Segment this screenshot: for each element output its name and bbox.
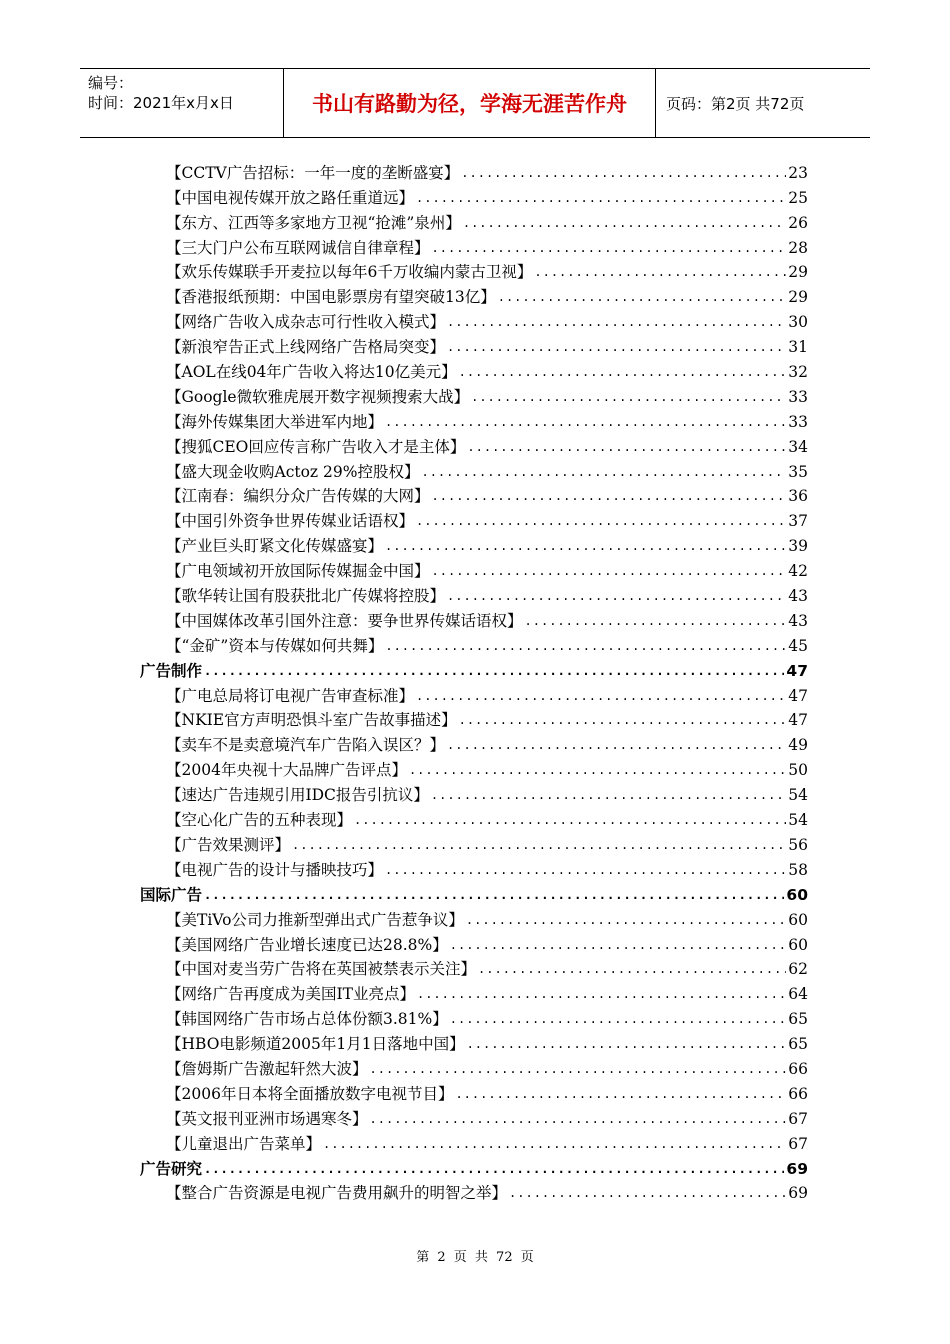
toc-leader-dots <box>385 414 786 432</box>
toc-section-entry[interactable] <box>140 880 808 905</box>
toc-entry-page: 54 <box>788 811 808 830</box>
toc-entry[interactable] <box>140 382 808 407</box>
toc-entry-title: 【英文报刊亚洲市场遇寒冬】 <box>166 1109 368 1128</box>
toc-entry-title: 【詹姆斯广告激起轩然大波】 <box>166 1059 368 1078</box>
toc-leader-dots <box>385 638 786 656</box>
toc-entry-page: 23 <box>788 163 808 182</box>
toc-section-entry[interactable] <box>140 656 808 681</box>
toc-entry-title: 【AOL在线04年广告收入将达10亿美元】 <box>166 363 457 382</box>
toc-entry-page: 34 <box>788 437 808 456</box>
toc-entry[interactable] <box>140 1129 808 1154</box>
toc-leader-dots <box>204 887 784 905</box>
toc-entry-page: 49 <box>788 736 808 755</box>
toc-entry[interactable] <box>140 258 808 283</box>
page-header <box>80 68 870 138</box>
toc-entry-title: 【美TiVo公司力推新型弹出式广告惹争议】 <box>166 910 464 929</box>
toc-entry-title: 【江南春：编织分众广告传媒的大网】 <box>166 487 430 506</box>
toc-entry[interactable] <box>140 1054 808 1079</box>
toc-entry-title: 【美国网络广告业增长速度已达28.8%】 <box>166 935 448 954</box>
toc-entry-page: 67 <box>788 1109 808 1128</box>
toc-leader-dots <box>421 464 786 482</box>
toc-leader-dots <box>466 912 786 930</box>
toc-leader-dots <box>478 961 786 979</box>
toc-entry[interactable] <box>140 1079 808 1104</box>
toc-entry-title: 【中国媒体改革引国外注意：要争世界传媒话语权】 <box>166 611 523 630</box>
toc-entry-page: 30 <box>788 313 808 332</box>
toc-entry-page: 33 <box>788 412 808 431</box>
table-of-contents <box>140 158 808 1203</box>
toc-entry-page: 67 <box>788 1134 808 1153</box>
toc-leader-dots <box>417 986 786 1004</box>
toc-leader-dots <box>450 937 787 955</box>
toc-entry-title: 【2004年央视十大品牌广告评点】 <box>166 761 407 780</box>
toc-entry-title: 【卖车不是卖意境汽车广告陷入误区？】 <box>166 736 446 755</box>
toc-entry-title: 【2006年日本将全面播放数字电视节目】 <box>166 1084 454 1103</box>
toc-entry[interactable] <box>140 805 808 830</box>
toc-entry-page: 60 <box>788 910 808 929</box>
toc-leader-dots <box>447 314 786 332</box>
toc-entry-title: 【歌华转让国有股获批北广传媒将控股】 <box>166 587 446 606</box>
toc-entry-title: 【盛大现金收购Actoz 29%控股权】 <box>166 462 420 481</box>
toc-leader-dots <box>461 165 786 183</box>
toc-entry[interactable] <box>140 1179 808 1204</box>
toc-entry-title: 【广电领域初开放国际传媒掘金中国】 <box>166 562 430 581</box>
toc-entry-title: 【儿童退出广告菜单】 <box>166 1134 322 1153</box>
toc-entry[interactable] <box>140 1004 808 1029</box>
toc-entry-page: 50 <box>788 761 808 780</box>
toc-entry-title: 【电视广告的设计与播映技巧】 <box>166 860 384 879</box>
toc-leader-dots <box>498 289 787 307</box>
toc-leader-dots <box>416 688 786 706</box>
toc-leader-dots <box>447 737 786 755</box>
toc-entry[interactable] <box>140 357 808 382</box>
toc-entry-page: 25 <box>788 188 808 207</box>
toc-entry-title: 广告研究 <box>140 1159 203 1178</box>
toc-leader-dots <box>385 862 786 880</box>
toc-entry-title: 【新浪窄告正式上线网络广告格局突变】 <box>166 338 446 357</box>
toc-entry-page: 35 <box>788 462 808 481</box>
toc-entry-title: 【中国对麦当劳广告将在英国被禁表示关注】 <box>166 960 477 979</box>
toc-entry-page: 26 <box>788 213 808 232</box>
toc-entry-page: 66 <box>788 1084 808 1103</box>
toc-entry-title: 【网络广告收入成杂志可行性收入模式】 <box>166 313 446 332</box>
header-meta <box>80 69 284 137</box>
toc-entry[interactable] <box>140 457 808 482</box>
toc-entry[interactable] <box>140 581 808 606</box>
toc-entry[interactable] <box>140 955 808 980</box>
toc-entry-page: 32 <box>788 363 808 382</box>
toc-entry[interactable] <box>140 531 808 556</box>
toc-entry[interactable] <box>140 755 808 780</box>
toc-entry[interactable] <box>140 979 808 1004</box>
toc-entry-page: 60 <box>786 885 808 904</box>
header-page-info: 页码：第2页 共72页 <box>666 94 805 113</box>
toc-entry[interactable] <box>140 1029 808 1054</box>
toc-entry-page: 37 <box>788 512 808 531</box>
toc-leader-dots <box>416 190 786 208</box>
toc-entry-page: 69 <box>788 1184 808 1203</box>
toc-entry[interactable] <box>140 432 808 457</box>
toc-leader-dots <box>471 389 786 407</box>
toc-leader-dots <box>525 613 787 631</box>
toc-entry-page: 36 <box>788 487 808 506</box>
toc-entry-title: 【韩国网络广告市场占总体份额3.81%】 <box>166 1010 448 1029</box>
toc-entry-title: 【速达广告违规引用IDC报告引抗议】 <box>166 786 429 805</box>
toc-entry-page: 69 <box>786 1159 808 1178</box>
toc-entry-title: 【NKIE官方声明恐惧斗室广告故事描述】 <box>166 711 457 730</box>
toc-leader-dots <box>459 712 787 730</box>
toc-entry-title: 【HBO电影频道2005年1月1日落地中国】 <box>166 1035 465 1054</box>
toc-entry-title: 【香港报纸预期：中国电影票房有望突破13亿】 <box>166 288 496 307</box>
header-number-label: 编号： <box>88 74 134 92</box>
toc-entry[interactable] <box>140 830 808 855</box>
toc-entry[interactable] <box>140 307 808 332</box>
toc-entry-title: 【搜狐CEO回应传言称广告收入才是主体】 <box>166 437 466 456</box>
toc-entry-page: 29 <box>788 288 808 307</box>
toc-leader-dots <box>431 787 786 805</box>
toc-entry-title: 【中国电视传媒开放之路任重道远】 <box>166 188 415 207</box>
toc-entry[interactable] <box>140 282 808 307</box>
toc-entry[interactable] <box>140 208 808 233</box>
toc-entry-title: 【广告效果测评】 <box>166 835 291 854</box>
toc-entry[interactable] <box>140 233 808 258</box>
toc-leader-dots <box>370 1061 787 1079</box>
toc-entry[interactable] <box>140 780 808 805</box>
toc-entry[interactable] <box>140 482 808 507</box>
toc-leader-dots <box>416 513 786 531</box>
toc-entry-page: 54 <box>788 786 808 805</box>
toc-entry-page: 43 <box>788 587 808 606</box>
toc-entry-page: 66 <box>788 1059 808 1078</box>
toc-entry[interactable] <box>140 930 808 955</box>
toc-leader-dots <box>354 812 786 830</box>
toc-entry-page: 56 <box>788 835 808 854</box>
toc-leader-dots <box>463 215 786 233</box>
toc-leader-dots <box>447 339 786 357</box>
toc-entry-title: 【网络广告再度成为美国IT业亮点】 <box>166 985 415 1004</box>
toc-entry[interactable] <box>140 706 808 731</box>
header-motto: 书山有路勤为径，学海无涯苦作舟 <box>284 69 656 137</box>
toc-entry-page: 64 <box>788 985 808 1004</box>
toc-entry[interactable] <box>140 1104 808 1129</box>
toc-entry-page: 33 <box>788 387 808 406</box>
toc-leader-dots <box>447 588 786 606</box>
toc-entry-page: 28 <box>788 238 808 257</box>
toc-entry[interactable] <box>140 730 808 755</box>
toc-leader-dots <box>432 240 787 258</box>
toc-leader-dots <box>385 538 786 556</box>
toc-entry-title: 【欢乐传媒联手开麦拉以每年6千万收编内蒙古卫视】 <box>166 263 533 282</box>
toc-leader-dots <box>509 1185 786 1203</box>
page-footer: 第 2 页 共 72 页 <box>416 1250 534 1265</box>
toc-entry-page: 29 <box>788 263 808 282</box>
toc-entry-page: 47 <box>788 711 808 730</box>
toc-section-entry[interactable] <box>140 1154 808 1179</box>
toc-entry-page: 58 <box>788 860 808 879</box>
toc-leader-dots <box>409 762 786 780</box>
toc-leader-dots <box>292 837 786 855</box>
toc-entry[interactable] <box>140 631 808 656</box>
toc-entry-page: 65 <box>788 1010 808 1029</box>
toc-entry-title: 【三大门户公布互联网诚信自律章程】 <box>166 238 430 257</box>
toc-leader-dots <box>534 264 786 282</box>
toc-entry-page: 31 <box>788 338 808 357</box>
toc-entry-page: 39 <box>788 537 808 556</box>
toc-entry-page: 47 <box>786 661 808 680</box>
toc-entry-title: 【Google微软雅虎展开数字视频搜索大战】 <box>166 387 470 406</box>
toc-entry[interactable] <box>140 905 808 930</box>
toc-entry[interactable] <box>140 506 808 531</box>
toc-entry-page: 65 <box>788 1035 808 1054</box>
toc-leader-dots <box>432 488 787 506</box>
toc-leader-dots <box>455 1086 786 1104</box>
toc-entry-page: 43 <box>788 611 808 630</box>
toc-leader-dots <box>459 364 787 382</box>
toc-entry-title: 【CCTV广告招标：一年一度的垄断盛宴】 <box>166 163 460 182</box>
toc-entry-title: 【整合广告资源是电视广告费用飙升的明智之举】 <box>166 1184 508 1203</box>
toc-leader-dots <box>467 439 786 457</box>
toc-entry-title: 【广电总局将订电视广告审查标准】 <box>166 686 415 705</box>
toc-entry-page: 42 <box>788 562 808 581</box>
toc-entry-page: 47 <box>788 686 808 705</box>
toc-entry-page: 45 <box>788 636 808 655</box>
toc-entry-title: 【海外传媒集团大举进军内地】 <box>166 412 384 431</box>
toc-entry-title: 国际广告 <box>140 885 203 904</box>
toc-entry[interactable] <box>140 606 808 631</box>
toc-entry[interactable] <box>140 332 808 357</box>
toc-leader-dots <box>204 663 784 681</box>
toc-entry[interactable] <box>140 183 808 208</box>
toc-entry[interactable] <box>140 855 808 880</box>
toc-entry[interactable] <box>140 556 808 581</box>
toc-entry[interactable] <box>140 681 808 706</box>
toc-entry-title: 【“金矿”资本与传媒如何共舞】 <box>166 636 384 655</box>
toc-entry-page: 62 <box>788 960 808 979</box>
toc-leader-dots <box>204 1161 784 1179</box>
toc-leader-dots <box>450 1011 787 1029</box>
toc-entry-title: 【东方、江西等多家地方卫视“抢滩”泉州】 <box>166 213 461 232</box>
toc-entry-page: 60 <box>788 935 808 954</box>
toc-leader-dots <box>432 563 787 581</box>
header-time-label: 时间：2021年x月x日 <box>88 94 234 112</box>
toc-leader-dots <box>370 1111 787 1129</box>
toc-entry[interactable] <box>140 407 808 432</box>
toc-leader-dots <box>467 1036 787 1054</box>
toc-entry-title: 广告制作 <box>140 661 203 680</box>
toc-entry-title: 【空心化广告的五种表现】 <box>166 811 353 830</box>
toc-entry-title: 【中国引外资争世界传媒业话语权】 <box>166 512 415 531</box>
toc-leader-dots <box>323 1136 786 1154</box>
toc-entry[interactable] <box>140 158 808 183</box>
toc-entry-title: 【产业巨头盯紧文化传媒盛宴】 <box>166 537 384 556</box>
